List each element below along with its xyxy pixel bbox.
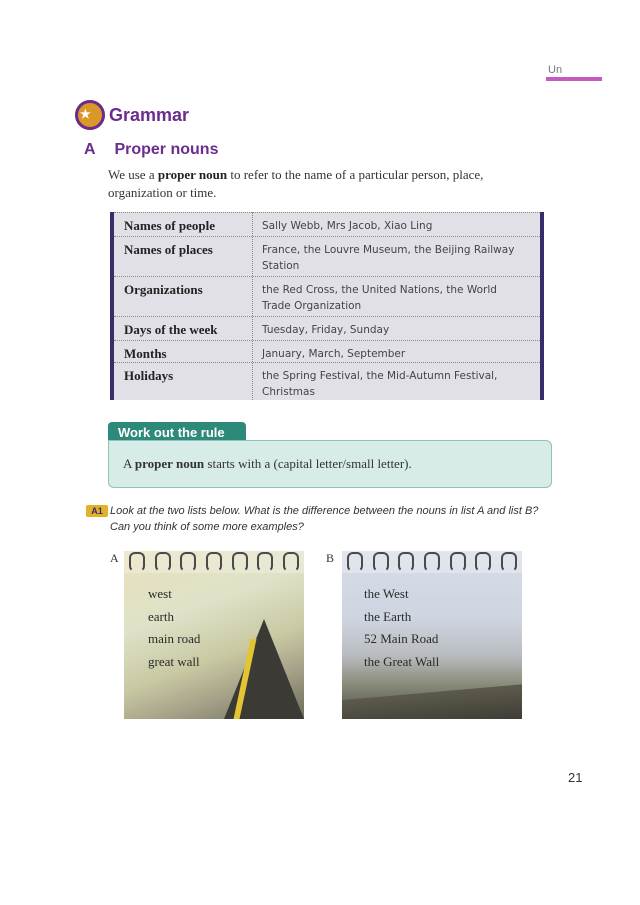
list-item: earth bbox=[148, 608, 174, 624]
table-examples: Sally Webb, Mrs Jacob, Xiao Ling bbox=[262, 220, 433, 232]
table-row bbox=[114, 362, 540, 401]
exercise-instruction: Look at the two lists below. What is the difference between the nouns in list A and list B? Can you think of some more examples? bbox=[110, 505, 539, 533]
rule-sentence bbox=[123, 456, 412, 472]
list-b-words bbox=[364, 583, 439, 673]
table-row bbox=[114, 340, 540, 363]
table-row bbox=[114, 276, 540, 317]
table-examples: Tuesday, Friday, Sunday bbox=[262, 324, 390, 336]
great-wall-image bbox=[342, 681, 522, 719]
list-b-card bbox=[342, 551, 522, 719]
table-category: Months bbox=[124, 346, 167, 361]
section-title: Proper nouns bbox=[114, 141, 219, 158]
list-a-card bbox=[124, 551, 304, 719]
intro-term: proper noun bbox=[157, 167, 228, 182]
section-heading bbox=[84, 141, 218, 159]
list-item: main road bbox=[148, 631, 201, 646]
rule-box bbox=[108, 440, 552, 488]
list-b-label: B bbox=[326, 551, 335, 565]
exercise-badge: A1 bbox=[86, 505, 108, 517]
list-a-label: A bbox=[110, 551, 119, 565]
rule-tab-label: Work out the rule bbox=[118, 425, 225, 440]
unit-label: Un bbox=[548, 64, 563, 76]
table-row bbox=[114, 316, 540, 341]
rule-before: A bbox=[123, 456, 135, 471]
table-category: Holidays bbox=[124, 368, 174, 383]
grammar-badge-icon bbox=[75, 100, 105, 130]
rule-after: starts with a (capital letter/small letter). bbox=[204, 456, 412, 471]
table-row bbox=[114, 236, 540, 277]
list-item: the Earth bbox=[364, 608, 412, 624]
table-category: Names of places bbox=[124, 242, 213, 257]
table-examples: France, the Louvre Museum, the Beijing Railway Station bbox=[262, 244, 515, 272]
intro-after: to refer to the name of a particular person, place, organization or time. bbox=[108, 167, 484, 200]
table-examples: the Red Cross, the United Nations, the World Trade Organization bbox=[262, 284, 497, 312]
table-examples: the Spring Festival, the Mid-Autumn Festival, Christmas bbox=[262, 370, 498, 398]
grammar-title: Grammar bbox=[109, 104, 190, 125]
list-item: the West bbox=[364, 586, 409, 601]
intro-paragraph bbox=[108, 166, 548, 202]
list-item: west bbox=[148, 586, 172, 601]
list-item: the Great Wall bbox=[364, 653, 440, 669]
proper-nouns-table bbox=[110, 212, 544, 400]
table-examples: January, March, September bbox=[262, 348, 406, 360]
list-item: 52 Main Road bbox=[364, 631, 439, 646]
section-label: A bbox=[84, 141, 96, 158]
intro-before: We use a bbox=[108, 167, 158, 182]
notepad-rings-icon bbox=[124, 551, 304, 573]
grammar-badge-symbol: ★ bbox=[80, 107, 91, 121]
page-number: 21 bbox=[568, 770, 583, 785]
list-item: great wall bbox=[148, 653, 200, 669]
table-category: Names of people bbox=[124, 218, 215, 233]
unit-bar bbox=[546, 77, 602, 81]
table-category: Days of the week bbox=[124, 322, 218, 337]
grammar-heading bbox=[75, 100, 189, 130]
notepad-rings-icon bbox=[342, 551, 522, 573]
table-category: Organizations bbox=[124, 282, 203, 297]
table-row bbox=[114, 212, 540, 235]
list-a-words bbox=[148, 583, 200, 673]
rule-term: proper noun bbox=[134, 456, 205, 471]
